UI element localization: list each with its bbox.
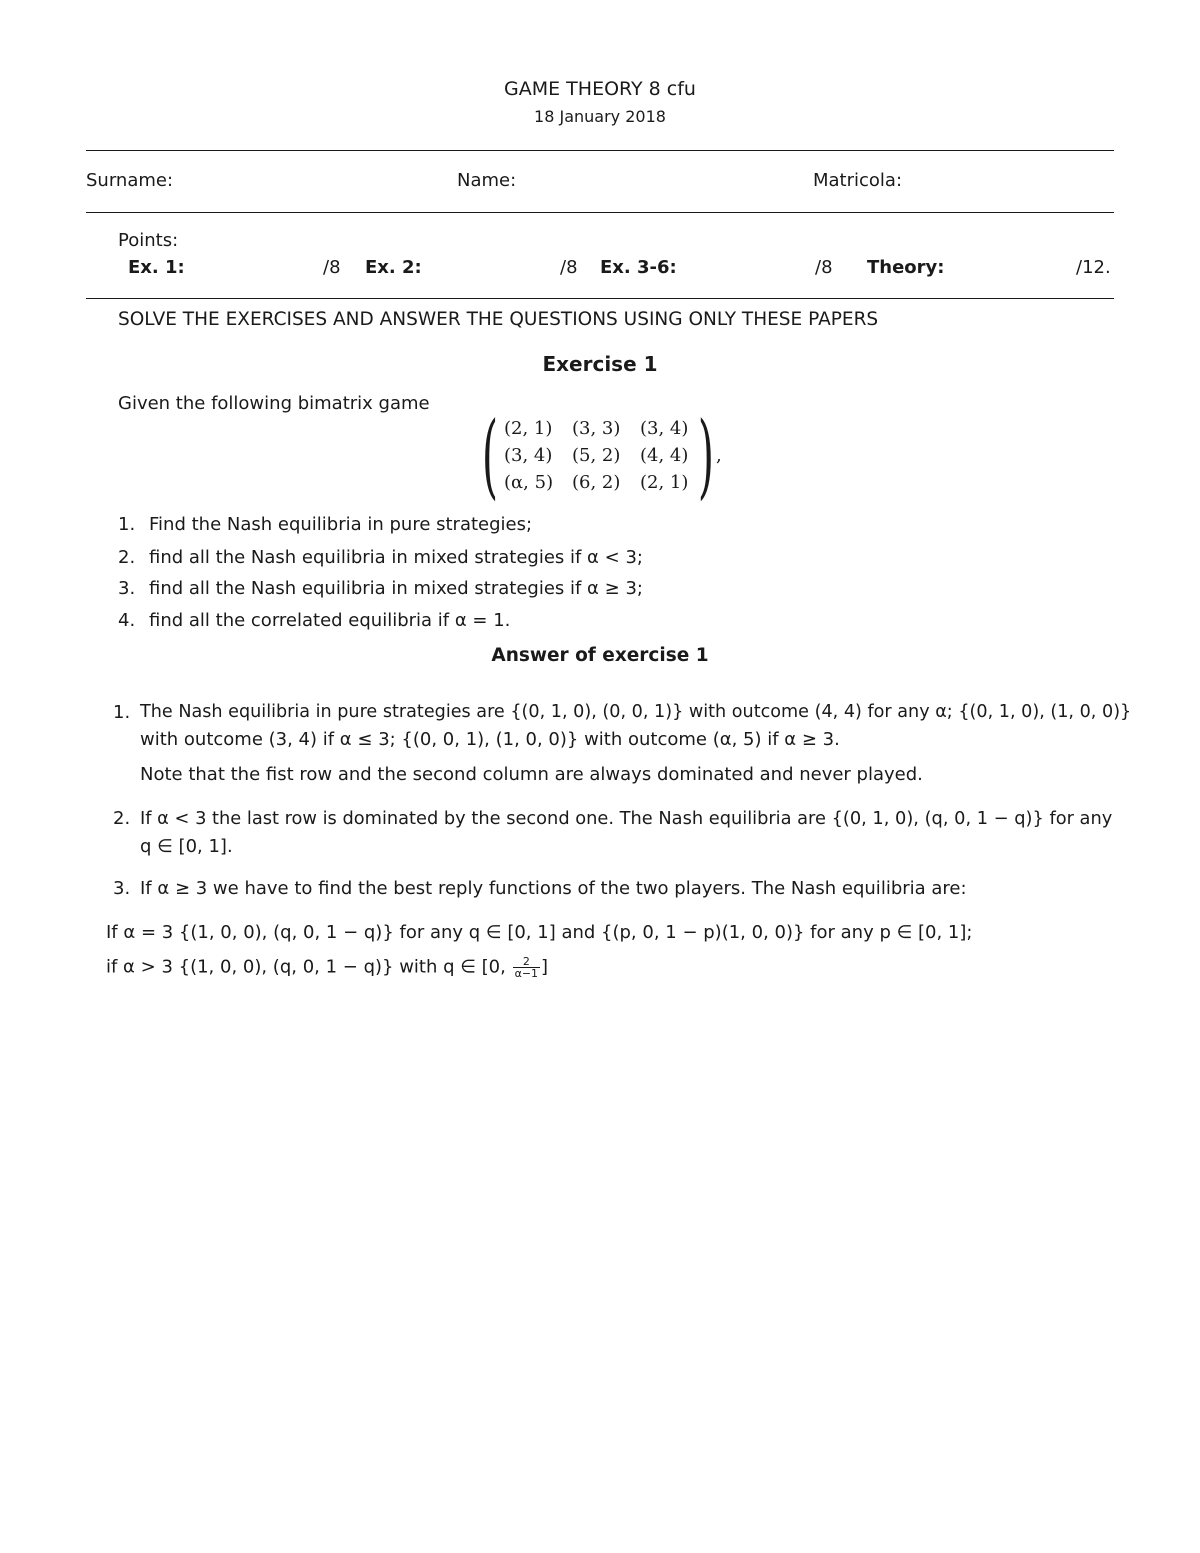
matrix-cell: (α, 5) — [504, 472, 554, 493]
points-theory-label: Theory: — [867, 257, 945, 278]
instruction-text: SOLVE THE EXERCISES AND ANSWER THE QUESTIONS USING ONLY THESE PAPERS — [118, 309, 879, 330]
points-ex2-label: Ex. 2: — [365, 257, 422, 278]
exam-date: 18 January 2018 — [534, 107, 666, 126]
answer-3-line-1: If α ≥ 3 we have to find the best reply functions of the two players. The Nash equilibria are: — [140, 878, 967, 899]
name-label: Name: — [457, 170, 517, 191]
question-number: 4. — [118, 610, 136, 631]
answer-heading: Answer of exercise 1 — [491, 645, 709, 666]
matrix-cell: (5, 2) — [572, 445, 621, 466]
answer-1-note: Note that the fist row and the second column are always dominated and never played. — [140, 764, 923, 785]
answer-2-line-2: q ∈ [0, 1]. — [140, 836, 233, 857]
question-text: find all the Nash equilibria in mixed strategies if α ≥ 3; — [149, 578, 643, 599]
points-ex1-max: /8 — [323, 257, 341, 278]
points-ex36-max: /8 — [815, 257, 833, 278]
question-number: 2. — [118, 547, 136, 568]
points-ex2-max: /8 — [560, 257, 578, 278]
answer-number: 2. — [113, 808, 131, 829]
matricola-label: Matricola: — [813, 170, 903, 191]
question-text: find all the correlated equilibria if α = 1. — [149, 610, 511, 631]
matrix-cell: (2, 1) — [640, 472, 689, 493]
answer-3-case-2 — [106, 956, 548, 979]
fraction-denominator: α−1 — [514, 967, 539, 980]
points-theory-max: /12. — [1076, 257, 1111, 278]
matrix-cell: (6, 2) — [572, 472, 621, 493]
answer-1-line-2: with outcome (3, 4) if α ≤ 3; {(0, 0, 1), (1, 0, 0)} with outcome (α, 5) if α ≥ 3. — [140, 729, 840, 750]
left-paren: ( — [481, 402, 499, 509]
answer-number: 1. — [113, 702, 131, 723]
matrix-cell: (3, 4) — [504, 445, 553, 466]
divider-fields — [86, 212, 1114, 213]
question-number: 3. — [118, 578, 136, 599]
answer-2-line-1: If α < 3 the last row is dominated by the second one. The Nash equilibria are {(0, 1, 0), (q, 0, 1 − q)} for any — [140, 808, 1113, 829]
fraction-numerator: 2 — [513, 956, 540, 968]
answer-1-line-1: The Nash equilibria in pure strategies are {(0, 1, 0), (0, 0, 1)} with outcome (4, 4) for any α; {(0, 1, 0), (1, 0, 0)} — [140, 702, 1132, 722]
matrix-trailing-comma: , — [716, 445, 722, 466]
exercise-intro: Given the following bimatrix game — [118, 393, 430, 414]
surname-label: Surname: — [86, 170, 174, 191]
matrix-cell: (3, 4) — [640, 418, 689, 439]
matrix-cell: (4, 4) — [640, 445, 689, 466]
divider-top — [86, 150, 1114, 151]
answer-number: 3. — [113, 878, 131, 899]
points-ex1-label: Ex. 1: — [128, 257, 185, 278]
points-label: Points: — [118, 230, 179, 251]
bimatrix — [478, 402, 728, 509]
exercise-heading: Exercise 1 — [542, 352, 658, 376]
right-paren: ) — [697, 402, 715, 509]
question-text: find all the Nash equilibria in mixed strategies if α < 3; — [149, 547, 643, 568]
divider-points — [86, 298, 1114, 299]
answer-3-case-1: If α = 3 {(1, 0, 0), (q, 0, 1 − q)} for any q ∈ [0, 1] and {(p, 0, 1 − p)(1, 0, 0)} for any p ∈ [0, 1]; — [106, 922, 973, 943]
question-number: 1. — [118, 514, 136, 535]
matrix-cell: (2, 1) — [504, 418, 553, 439]
points-ex36-label: Ex. 3-6: — [600, 257, 677, 278]
question-text: Find the Nash equilibria in pure strategies; — [149, 514, 533, 535]
case-2-prefix: if α > 3 {(1, 0, 0), (q, 0, 1 − q)} with q ∈ [0, — [106, 956, 512, 978]
fraction — [513, 956, 540, 979]
page-title: GAME THEORY 8 cfu — [504, 78, 696, 100]
case-2-suffix: ] — [541, 956, 549, 978]
matrix-cell: (3, 3) — [572, 418, 621, 439]
